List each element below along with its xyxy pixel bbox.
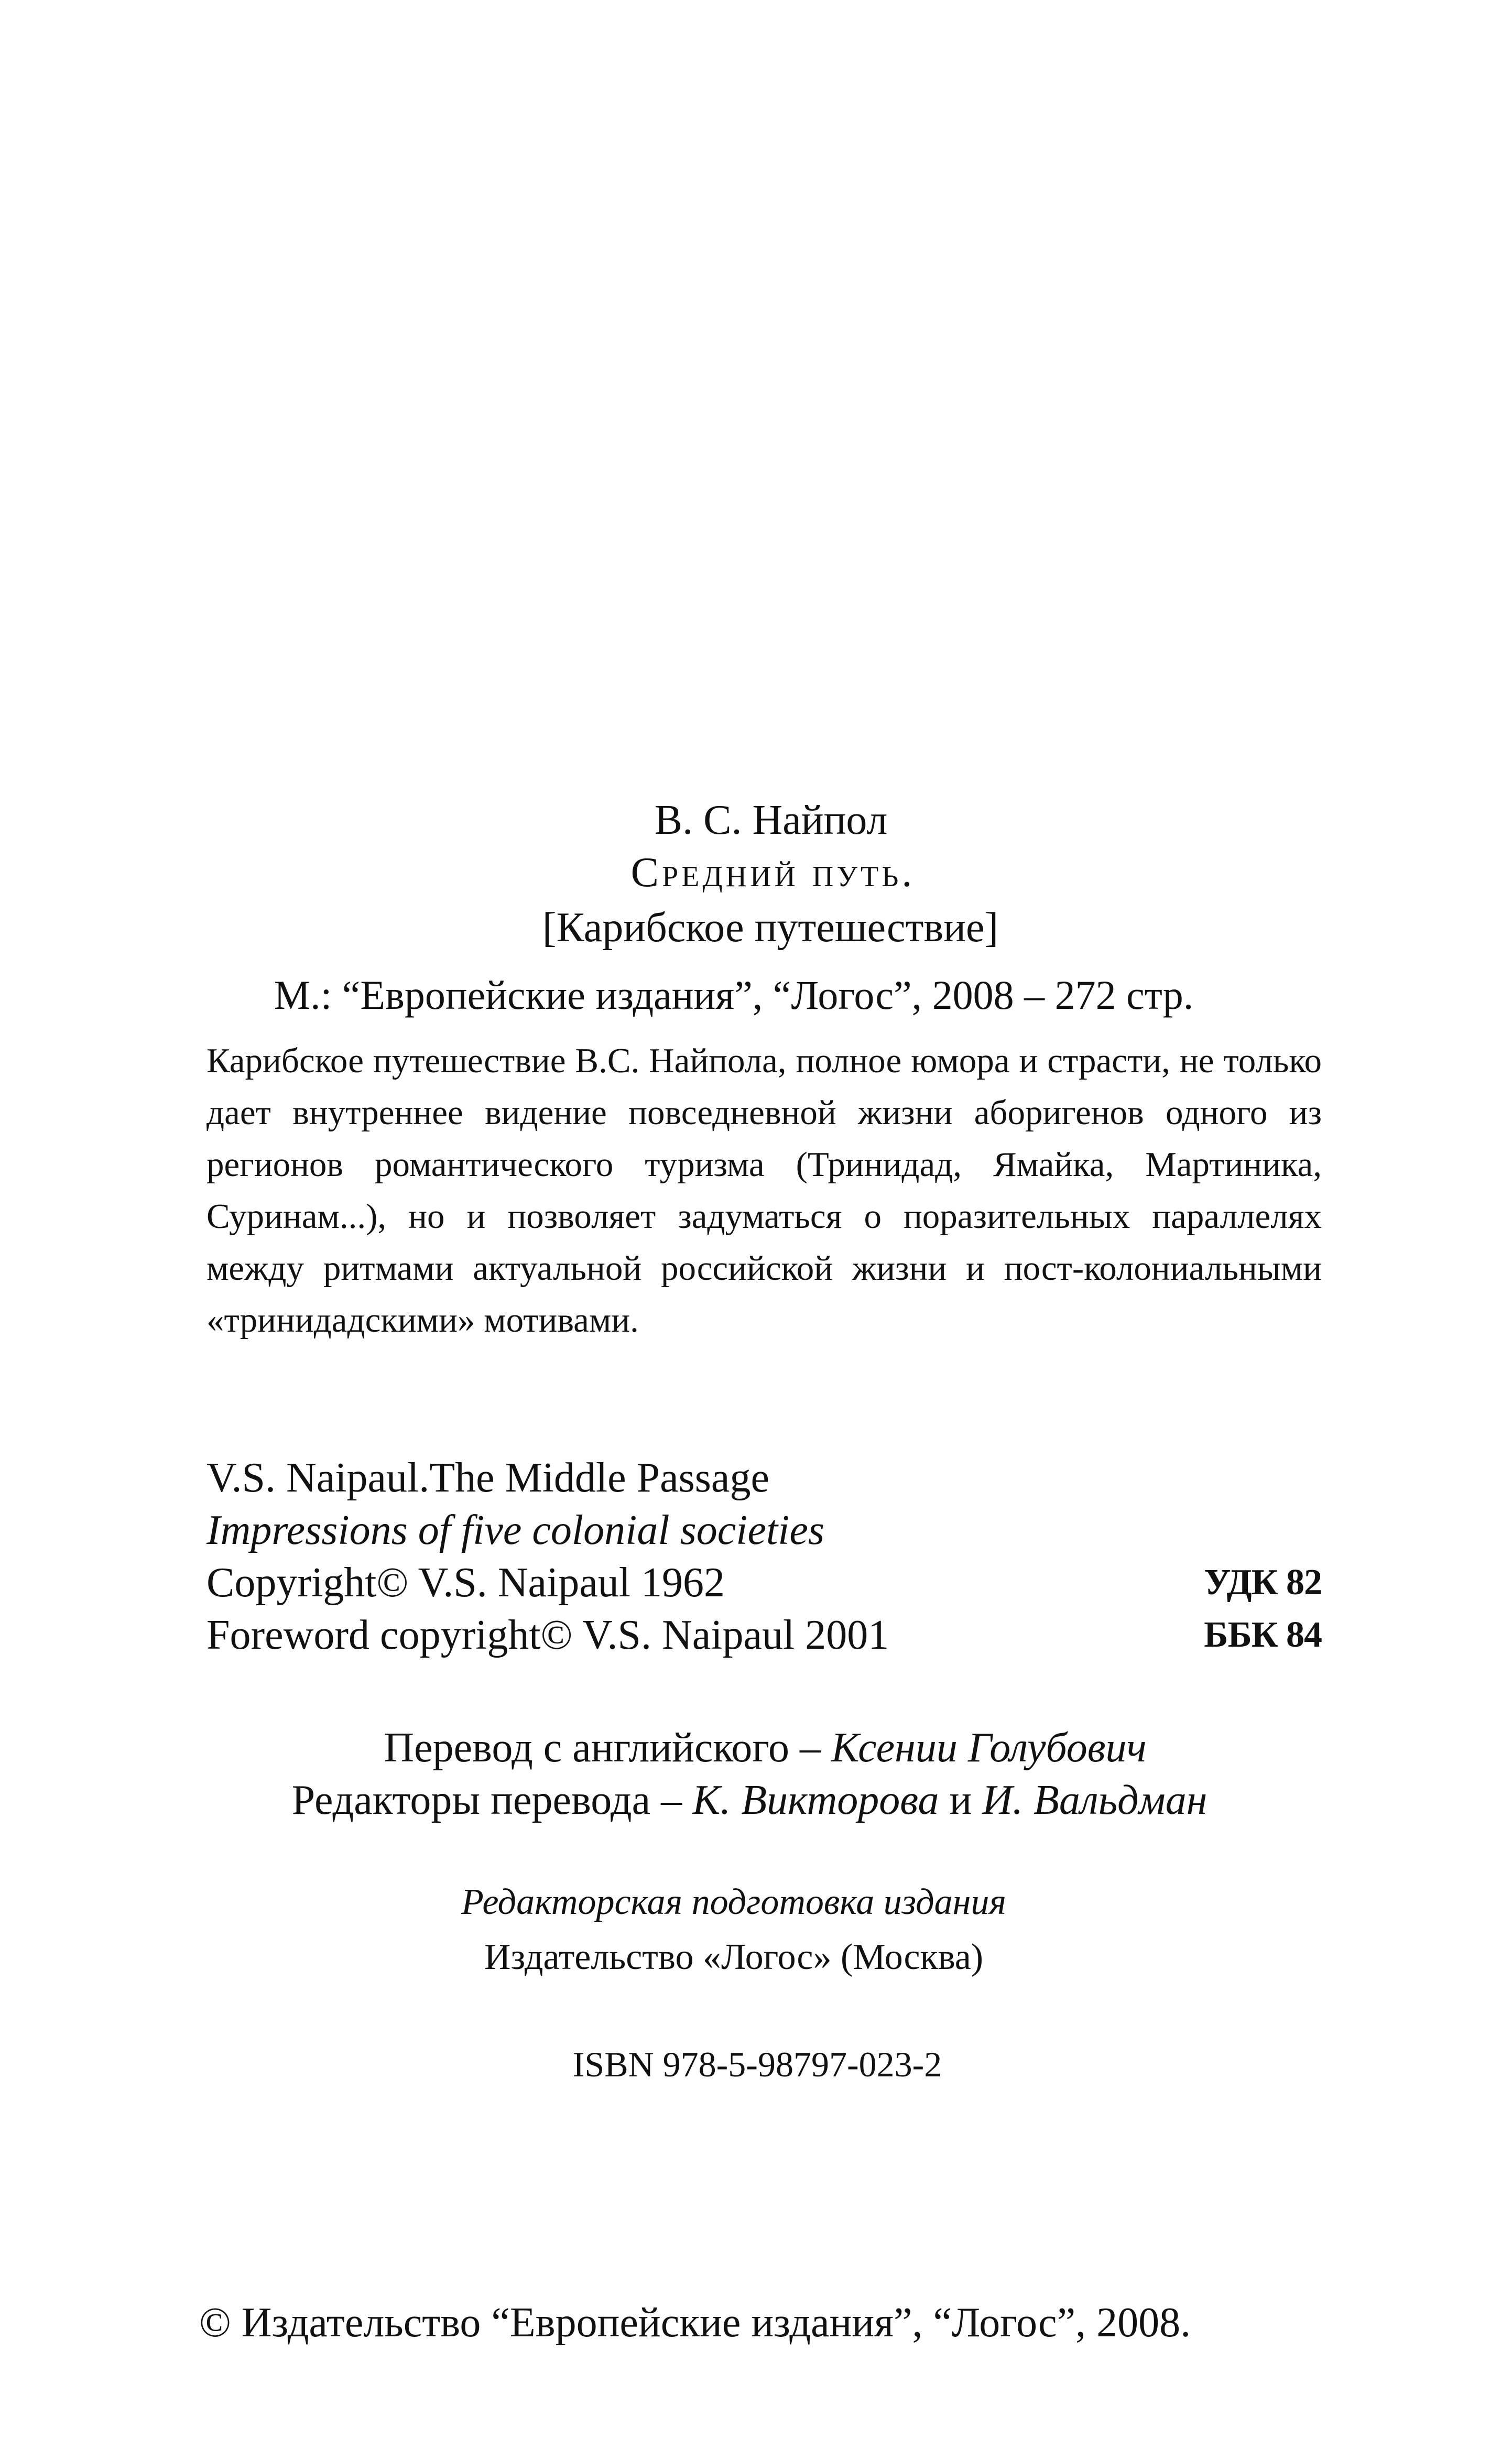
translation-credit bbox=[304, 1727, 1226, 1769]
author-name: В. С. Найпол bbox=[654, 797, 888, 843]
edition-preparation-label: Редакторская подготовка издания bbox=[461, 1882, 1006, 1922]
original-title: V.S. Naipaul.The Middle Passage bbox=[206, 1455, 769, 1501]
publisher-copyright: © Издательство “Европейские издания”, “Логос”, 2008. bbox=[199, 2300, 1191, 2346]
book-title: Средний путь. bbox=[630, 850, 916, 896]
foreword-copyright: Foreword copyright© V.S. Naipaul 2001 bbox=[206, 1612, 889, 1658]
editors-label: Редакторы перевода – bbox=[291, 1777, 693, 1823]
publisher-line: Издательство «Логос» (Москва) bbox=[484, 1937, 984, 1977]
bbk-code: ББК 84 bbox=[1204, 1615, 1322, 1655]
translation-label: Перевод с английского – bbox=[384, 1725, 832, 1771]
imprint-line: М.: “Европейские издания”, “Логос”, 2008 – 272 стр. bbox=[274, 972, 1194, 1018]
annotation-paragraph: Карибское путешествие В.С. Найпола, полное юмора и страсти, не только дает внутреннее видение повседневной жизни аборигенов одного из регионов романтического туризма (Тринидад, Ямайка, Мартиника, Суринам...), но и позволяет задуматься о поразительных параллелях между ритмами актуальной российской жизни и пост-колониальными «тринидадскими» мотивами. bbox=[206, 1041, 1322, 1340]
original-subtitle: Impressions of five colonial societies bbox=[206, 1507, 825, 1553]
original-copyright: Copyright© V.S. Naipaul 1962 bbox=[206, 1560, 725, 1606]
udk-code: УДК 82 bbox=[1204, 1562, 1322, 1603]
editors-conjunction: и bbox=[939, 1777, 983, 1823]
editor-name-1: К. Викторова bbox=[692, 1777, 939, 1823]
translator-name: Ксении Голубович bbox=[831, 1725, 1147, 1771]
editor-name-2: И. Вальдман bbox=[982, 1777, 1208, 1823]
isbn: ISBN 978-5-98797-023-2 bbox=[572, 2044, 942, 2084]
editors-credit bbox=[225, 1779, 1274, 1821]
book-subtitle: [Карибское путешествие] bbox=[542, 905, 999, 951]
